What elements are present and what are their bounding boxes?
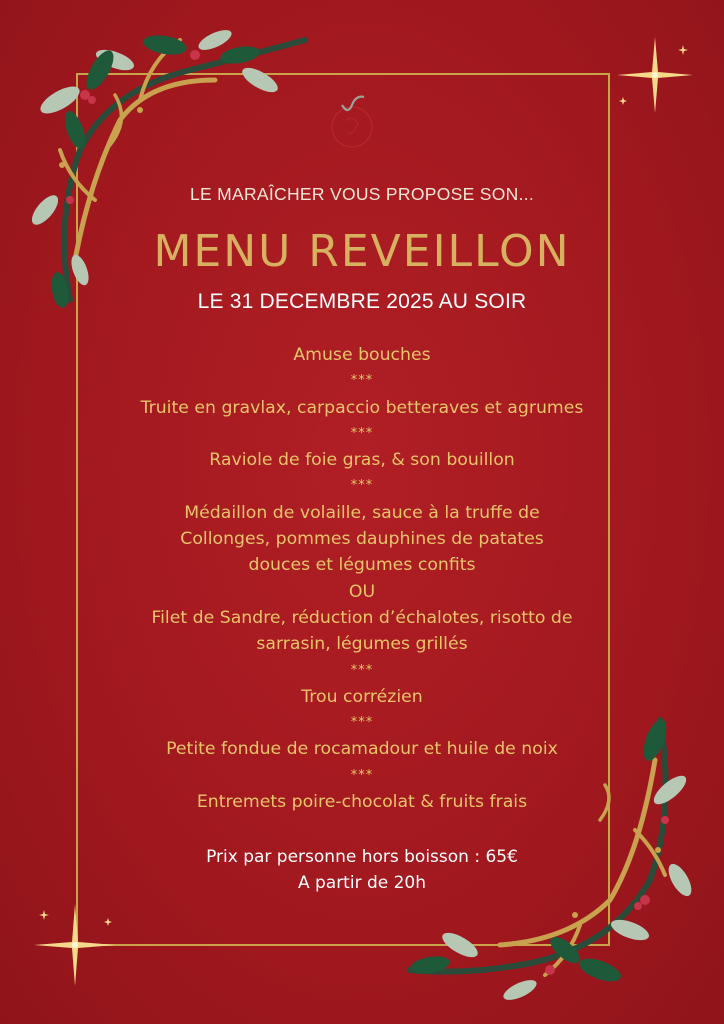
menu-item-dessert: Entremets poire-chocolat & fruits frais: [196, 792, 528, 813]
menu-item-starter1: Truite en gravlax, carpaccio betteraves et agrumes: [140, 397, 584, 418]
separator: ***: [350, 478, 374, 494]
start-time: A partir de 20h: [297, 873, 427, 893]
menu-item-main1-line3: douces et légumes confits: [248, 555, 476, 576]
sparkle-star-icon: [30, 900, 120, 990]
separator: ***: [350, 373, 374, 389]
separator: ***: [350, 662, 374, 678]
sparkle-star-icon: [615, 35, 695, 115]
price-text: Prix par personne hors boisson : 65€: [206, 847, 518, 867]
event-date: LE 31 DECEMBRE 2025 AU SOIR: [197, 290, 527, 313]
separator: ***: [350, 767, 374, 783]
restaurant-logo-icon: [322, 85, 382, 150]
price-info: [0, 844, 724, 896]
menu-item-main2-line1: Filet de Sandre, réduction d’échalotes, risotto de: [151, 607, 573, 628]
menu-or: OU: [348, 581, 376, 602]
separator: ***: [350, 425, 374, 441]
menu-item-main1-line1: Médaillon de volaille, sauce à la truffe de: [184, 502, 540, 523]
intro-text: LE MARAÎCHER VOUS PROPOSE SON...: [189, 184, 535, 204]
page-title: MENU REVEILLON: [153, 226, 571, 277]
menu-item-starter2: Raviole de foie gras, & son bouillon: [209, 450, 515, 471]
menu-item-cheese: Petite fondue de rocamadour et huile de noix: [166, 739, 558, 760]
menu-item-main1-line2: Collonges, pommes dauphines de patates: [180, 529, 544, 550]
menu-item-main2-line2: sarrasin, légumes grillés: [256, 634, 468, 655]
menu-list: [110, 342, 614, 815]
menu-item-trou: Trou corrézien: [301, 686, 423, 707]
separator: ***: [350, 715, 374, 731]
menu-item-amuse: Amuse bouches: [293, 345, 431, 365]
